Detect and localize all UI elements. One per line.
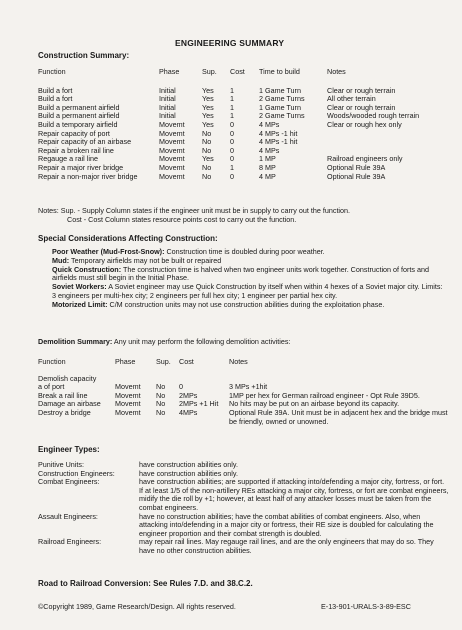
special-item-text: C/M construction units may not use construction abilities during the exploitation phase. bbox=[107, 299, 385, 309]
table-cell: No bbox=[156, 382, 166, 392]
table-cell: 1 bbox=[230, 111, 234, 121]
table-cell: No bbox=[156, 390, 166, 400]
table-cell: No bbox=[202, 145, 212, 155]
dcol-phase: Phase bbox=[115, 357, 136, 366]
note-sup: Notes: Sup. - Supply Column states if the engineer unit must be in supply to carry out the function. bbox=[38, 206, 351, 215]
table-row bbox=[38, 87, 438, 96]
demolition-header-row bbox=[38, 358, 448, 367]
table-cell: 4MPs bbox=[179, 407, 198, 417]
special-heading: Special Considerations Affecting Construction: bbox=[38, 234, 218, 243]
table-row bbox=[38, 478, 450, 512]
table-cell bbox=[327, 138, 438, 147]
table-row bbox=[38, 538, 450, 555]
types-table bbox=[38, 461, 450, 556]
table-cell: Build a fort bbox=[38, 85, 73, 95]
table-cell: Optional Rule 39A. Unit must be in adjacent hex and the bridge must be friendly, owned or unowned. bbox=[229, 407, 448, 426]
table-cell: No hits may be put on an airbase beyond its capacity. bbox=[229, 399, 400, 409]
dcol-notes: Notes bbox=[229, 357, 248, 366]
engineer-type-name: Assault Engineers: bbox=[38, 511, 98, 521]
special-item-text: Temporary airfields may not be built or repaired bbox=[69, 255, 222, 265]
table-cell: Clear or rough terrain bbox=[327, 102, 396, 112]
table-cell: Movemt bbox=[159, 145, 185, 155]
table-cell: Yes bbox=[202, 111, 214, 121]
table-cell: 0 bbox=[230, 145, 234, 155]
special-item-text: A Soviet engineer may use Quick Construction by itself when within 4 hexes of a Soviet major city. Limits: 3 engineers per multi-hex city; 2 engineers per full hex city; 1 engineer per partial hex city. bbox=[52, 282, 443, 300]
table-cell: 4 MPs -1 hit bbox=[259, 128, 298, 138]
special-item-label: Motorized Limit: bbox=[52, 299, 108, 309]
table-cell: Demolish capacity bbox=[38, 373, 97, 383]
table-cell: 2 Game Turns bbox=[259, 94, 305, 104]
table-row bbox=[38, 409, 448, 426]
copyright: ©Copyright 1989, Game Research/Design. All rights reserved. bbox=[38, 602, 236, 611]
types-heading: Engineer Types: bbox=[38, 445, 100, 454]
table-cell: No bbox=[202, 171, 212, 181]
table-cell: Destroy a bridge bbox=[38, 407, 91, 417]
engineer-type-text: have no construction abilities; have the combat abilities of combat engineers. Also, when attacking into/defending in a major city or fortress, their RE size is doubled for calculating the engineer proportion and their combat strength is doubled. bbox=[139, 511, 434, 538]
demolition-intro: Any unit may perform the following demolition activities: bbox=[112, 337, 291, 346]
table-cell: 1 MP bbox=[259, 154, 276, 164]
table-cell: Yes bbox=[202, 102, 214, 112]
table-cell: Movemt bbox=[115, 390, 141, 400]
table-cell: Initial bbox=[159, 102, 176, 112]
table-cell: 3 MPs +1hit bbox=[229, 382, 268, 392]
table-cell: 4 MPs -1 hit bbox=[259, 137, 298, 147]
table-cell: Clear or rough hex only bbox=[327, 119, 402, 129]
special-item-label: Quick Construction: bbox=[52, 264, 122, 274]
table-cell: No bbox=[202, 137, 212, 147]
special-item bbox=[52, 283, 444, 301]
construction-header-row bbox=[38, 68, 438, 77]
table-cell: Optional Rule 39A bbox=[327, 162, 386, 172]
table-cell: 4 MP bbox=[259, 171, 276, 181]
table-cell: Break a rail line bbox=[38, 390, 88, 400]
table-cell: Yes bbox=[202, 85, 214, 95]
table-cell bbox=[179, 375, 229, 384]
col-time: Time to build bbox=[259, 67, 300, 76]
document-code: E-13-901-URALS-3-89-ESC bbox=[321, 602, 411, 611]
table-cell: Movemt bbox=[159, 162, 185, 172]
table-cell: Repair capacity of port bbox=[38, 128, 110, 138]
table-cell: Movemt bbox=[115, 399, 141, 409]
table-cell: Yes bbox=[202, 119, 214, 129]
table-cell: Optional Rule 39A bbox=[327, 171, 386, 181]
table-cell: Yes bbox=[202, 94, 214, 104]
table-cell: Repair a major river bridge bbox=[38, 162, 124, 172]
engineer-type-text: have construction abilities only. bbox=[139, 460, 238, 469]
table-cell: Build a permanent airfield bbox=[38, 102, 120, 112]
engineer-type-text: may repair rail lines. May regauge rail lines, and are the only engineers that may do so. They have no other construction abilities. bbox=[139, 537, 434, 555]
table-cell: 2MPs bbox=[179, 390, 198, 400]
table-cell: a of port bbox=[38, 382, 65, 392]
special-item bbox=[52, 266, 444, 284]
dcol-sup: Sup. bbox=[156, 357, 171, 366]
demolition-table bbox=[38, 358, 448, 426]
table-cell: Repair a non-major river bridge bbox=[38, 171, 138, 181]
table-cell: Regauge a rail line bbox=[38, 154, 98, 164]
table-cell: Movemt bbox=[159, 171, 185, 181]
special-list bbox=[52, 248, 444, 310]
table-cell: 1 bbox=[230, 102, 234, 112]
table-cell: 0 bbox=[230, 137, 234, 147]
table-cell: 1 Game Turn bbox=[259, 102, 301, 112]
table-cell: No bbox=[156, 407, 166, 417]
col-function: Function bbox=[38, 67, 66, 76]
construction-heading: Construction Summary: bbox=[38, 51, 130, 60]
table-cell: Build a temporary airfield bbox=[38, 119, 118, 129]
table-cell: Repair a broken rail line bbox=[38, 145, 114, 155]
dcol-function: Function bbox=[38, 357, 66, 366]
table-cell: Movemt bbox=[159, 154, 185, 164]
table-cell: Initial bbox=[159, 85, 176, 95]
table-cell: All other terrain bbox=[327, 94, 376, 104]
table-cell: Railroad engineers only bbox=[327, 154, 403, 164]
table-cell: Initial bbox=[159, 111, 176, 121]
table-cell: 2MPs +1 Hit bbox=[179, 399, 219, 409]
table-cell: 8 MP bbox=[259, 162, 276, 172]
table-cell: 1 bbox=[230, 162, 234, 172]
table-cell: No bbox=[202, 128, 212, 138]
table-cell: Build a fort bbox=[38, 94, 73, 104]
special-item-text: The construction time is halved when two engineer units work together. Construction of forts and airfields must still begin in the Initial Phase. bbox=[52, 264, 429, 283]
table-cell bbox=[327, 130, 438, 139]
engineer-type-name: Combat Engineers: bbox=[38, 477, 100, 487]
table-row bbox=[38, 173, 438, 182]
special-item-label: Soviet Workers: bbox=[52, 282, 107, 292]
table-cell: Movemt bbox=[115, 382, 141, 392]
special-item-label: Poor Weather (Mud-Frost-Snow): bbox=[52, 247, 165, 256]
special-item bbox=[52, 301, 444, 310]
table-cell: Woods/wooded rough terrain bbox=[327, 111, 420, 121]
table-cell: 1 Game Turn bbox=[259, 85, 301, 95]
note-cost: Cost - Cost Column states resource points cost to carry out the function. bbox=[67, 214, 297, 224]
engineer-type-text: have construction abilities; are supported if attacking into/defending a major city, fortress, or fort. If at least 1/5 of the non-artillery REs attacking a major city, fortress, or fort are combat engineers, midify the die roll by +1; however, at least half of any attacker losses must be taken from the combat engineers. bbox=[139, 477, 449, 512]
table-cell: Movemt bbox=[159, 137, 185, 147]
col-notes: Notes bbox=[327, 67, 346, 76]
table-cell: 0 bbox=[230, 171, 234, 181]
table-cell: Repair capacity of an airbase bbox=[38, 137, 132, 147]
table-row bbox=[38, 513, 450, 539]
table-cell: 0 bbox=[179, 382, 183, 392]
table-cell: Movemt bbox=[159, 128, 185, 138]
construction-table bbox=[38, 68, 438, 181]
special-item-label: Mud: bbox=[52, 255, 70, 265]
engineer-type-name: Construction Engineers: bbox=[38, 468, 115, 478]
construction-notes bbox=[38, 207, 438, 225]
table-cell: Movemt bbox=[115, 407, 141, 417]
table-cell: 0 bbox=[230, 119, 234, 129]
col-phase: Phase bbox=[159, 67, 180, 76]
table-cell: 0 bbox=[230, 154, 234, 164]
demolition-heading: Demolition Summary: bbox=[38, 337, 113, 346]
table-cell: 1MP per hex for German railroad engineer - Opt Rule 39D5. bbox=[229, 390, 420, 400]
table-cell: Build a permanent airfield bbox=[38, 111, 120, 121]
table-cell: No bbox=[156, 399, 166, 409]
special-item-text: Construction time is doubled during poor weather. bbox=[164, 247, 325, 256]
table-cell: Yes bbox=[202, 154, 214, 164]
engineer-type-text: have construction abilities only. bbox=[139, 468, 238, 478]
road-conversion: Road to Railroad Conversion: See Rules 7.D. and 38.C.2. bbox=[38, 579, 253, 588]
table-cell: 1 bbox=[230, 94, 234, 104]
table-cell: Damage an airbase bbox=[38, 399, 101, 409]
table-cell: 2 Game Turns bbox=[259, 111, 305, 121]
engineer-type-name: Punitive Units: bbox=[38, 460, 84, 469]
table-cell: Initial bbox=[159, 94, 176, 104]
table-cell: 4 MPs bbox=[259, 119, 280, 129]
table-cell: 1 bbox=[230, 85, 234, 95]
dcol-cost: Cost bbox=[179, 357, 194, 366]
page-title: ENGINEERING SUMMARY bbox=[175, 38, 285, 48]
col-cost: Cost bbox=[230, 67, 245, 76]
table-cell: Clear or rough terrain bbox=[327, 85, 396, 95]
table-cell: Movemt bbox=[159, 119, 185, 129]
col-sup: Sup. bbox=[202, 67, 217, 76]
table-cell: 4 MPs bbox=[259, 145, 280, 155]
table-cell: No bbox=[202, 162, 212, 172]
demolition-line bbox=[38, 338, 290, 347]
table-cell: 0 bbox=[230, 128, 234, 138]
engineer-type-name: Railroad Engineers: bbox=[38, 537, 102, 547]
